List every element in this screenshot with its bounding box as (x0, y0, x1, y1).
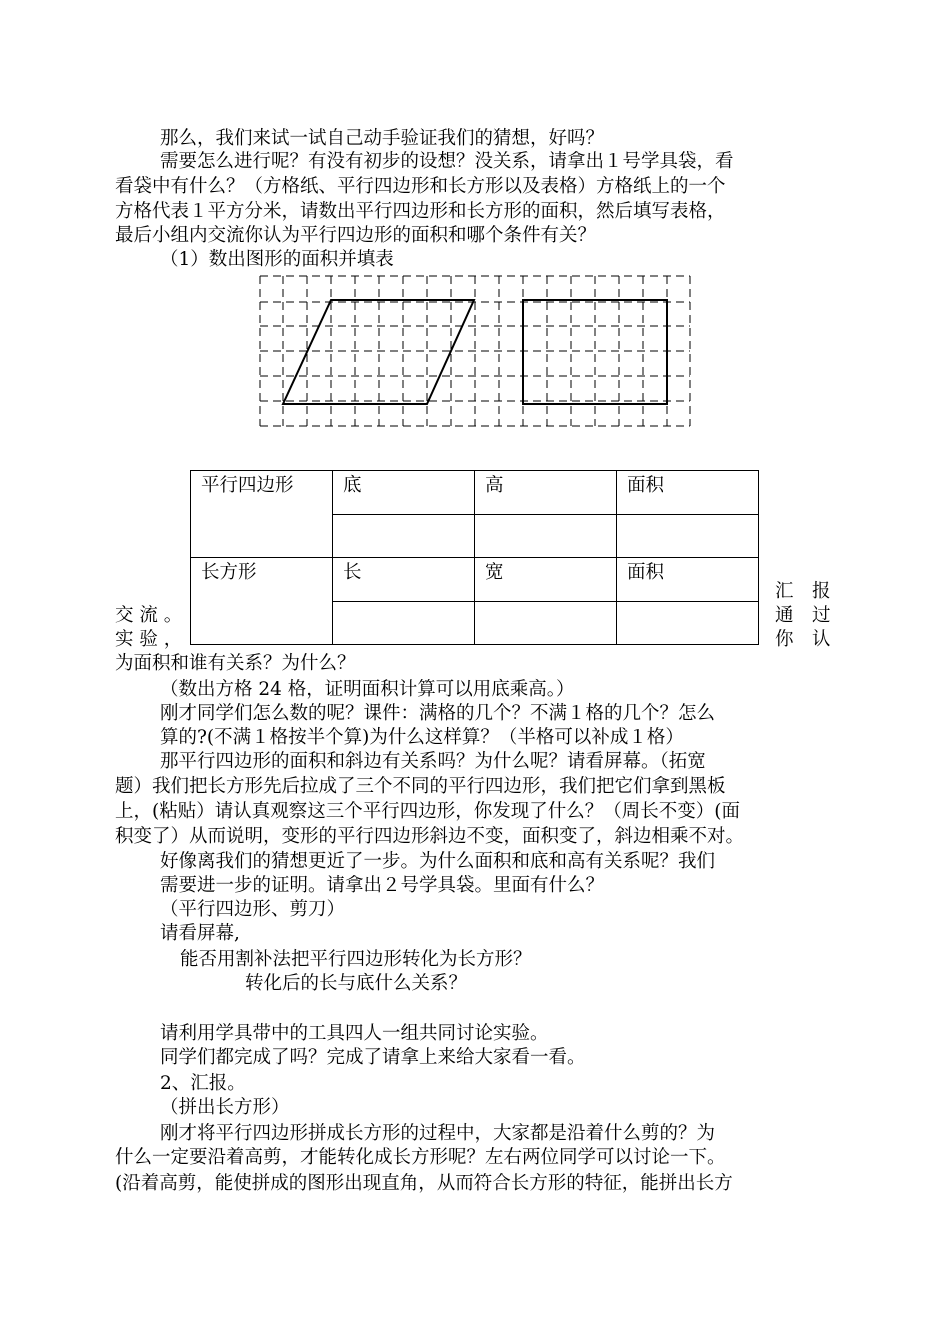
text-line: （拼出长方形） (160, 1097, 290, 1118)
text-line: 2、汇报。 (160, 1073, 246, 1094)
text-line: 什么一定要沿着高剪，才能转化成长方形呢？左右两位同学可以讨论一下。 (115, 1147, 726, 1168)
table-cell (333, 515, 475, 558)
side-text-left: 交 流 。 (115, 605, 183, 626)
text-line: 上，(粘贴）请认真观察这三个平行四边形，你发现了什么？（周长不变）(面 (115, 801, 740, 822)
side-text-left: 实 验 ， (115, 629, 183, 650)
text-line: 请看屏幕, (160, 923, 240, 944)
table-cell: 平行四边形 (191, 471, 333, 558)
table-cell: 长 (333, 558, 475, 602)
side-text-right: 通 过 (775, 605, 831, 626)
text-line: 算的?(不满１格按半个算)为什么这样算？（半格可以补成１格） (160, 727, 684, 748)
text-line: 需要进一步的证明。请拿出２号学具袋。里面有什么？ (160, 875, 605, 896)
text-line: （数出方格 24 格，证明面积计算可以用底乘高。） (160, 679, 575, 700)
text-line: (沿着高剪，能使拼成的图形出现直角，从而符合长方形的特征，能拼出长方 (115, 1173, 733, 1194)
text-line: 为面积和谁有关系？为什么？ (115, 653, 356, 674)
text-line: 转化后的长与底什么关系？ (245, 973, 468, 994)
text-line: 好像离我们的猜想更近了一步。为什么面积和底和高有关系呢？我们 (160, 851, 716, 872)
text-line: （平行四边形、剪刀） (160, 899, 346, 920)
text-line: 能否用割补法把平行四边形转化为长方形？ (180, 949, 532, 970)
text-line: 那么，我们来试一试自己动手验证我们的猜想，好吗？ (160, 128, 605, 149)
text-line: 最后小组内交流你认为平行四边形的面积和哪个条件有关？ (115, 225, 597, 246)
text-line: 刚才将平行四边形拼成长方形的过程中，大家都是沿着什么剪的？为 (160, 1123, 716, 1144)
table-cell (617, 515, 759, 558)
text-line: 方格代表１平方分米，请数出平行四边形和长方形的面积，然后填写表格， (115, 201, 726, 222)
table-cell: 高 (475, 471, 617, 515)
table-cell: 面积 (617, 558, 759, 602)
table-cell (475, 602, 617, 645)
table-cell: 长方形 (191, 558, 333, 645)
text-line: 需要怎么进行呢？有没有初步的设想？没关系，请拿出１号学具袋，看 (160, 151, 734, 172)
text-line: 题）我们把长方形先后拉成了三个不同的平行四边形，我们把它们拿到黑板 (115, 776, 726, 797)
table-cell (475, 515, 617, 558)
table-cell: 面积 (617, 471, 759, 515)
grid-paper-figure (258, 274, 694, 430)
text-line: 积变了）从而说明，变形的平行四边形斜边不变，面积变了，斜边相乘不对。 (115, 826, 745, 847)
table-cell: 宽 (475, 558, 617, 602)
text-line: 刚才同学们怎么数的呢？课件：满格的几个？不满１格的几个？怎么 (160, 703, 716, 724)
side-text-right: 你 认 (775, 629, 831, 650)
text-line: 请利用学具带中的工具四人一组共同讨论实验。 (160, 1023, 549, 1044)
measurement-table (190, 470, 759, 645)
text-line: 那平行四边形的面积和斜边有关系吗？为什么呢？请看屏幕。（拓宽 (160, 751, 706, 772)
text-line: 看袋中有什么？（方格纸、平行四边形和长方形以及表格）方格纸上的一个 (115, 176, 726, 197)
table-cell: 底 (333, 471, 475, 515)
table-cell (617, 602, 759, 645)
side-text-right: 汇 报 (775, 581, 831, 602)
text-line: 同学们都完成了吗？完成了请拿上来给大家看一看。 (160, 1047, 586, 1068)
text-line: （1）数出图形的面积并填表 (160, 249, 394, 270)
table-cell (333, 602, 475, 645)
